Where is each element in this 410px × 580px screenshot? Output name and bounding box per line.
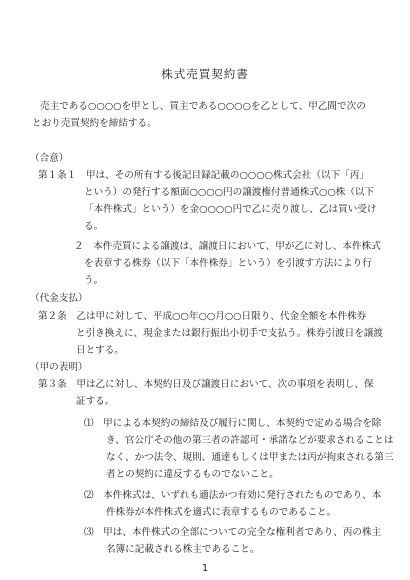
page-number: 1 bbox=[201, 563, 209, 574]
preamble-line: 売主である○○○○を甲とし、買主である○○○○を乙として、甲乙間で次の bbox=[40, 101, 366, 112]
paragraph-line: ２ 本件売買による譲渡は、譲渡日において、甲が乙に対し、本件株式 bbox=[74, 241, 381, 252]
list-item-line: 名簿に記載される株主であること。 bbox=[106, 544, 260, 555]
section-heading: （甲の表明） bbox=[30, 362, 88, 373]
article-line: る。 bbox=[84, 221, 104, 232]
preamble-line: とおり売買契約を締結する。 bbox=[32, 118, 157, 129]
article-line: 日とする。 bbox=[76, 345, 124, 356]
article-line: 「本件株式」という）を金○○○○円で乙に売り渡し、乙は買い受け bbox=[84, 204, 377, 215]
article-line: 証する。 bbox=[76, 396, 115, 407]
article-line: と引き換えに、現金または銀行振出小切手で支払う。株券引渡日を譲渡 bbox=[76, 328, 383, 339]
list-item-line: き、官公庁その他の第三者の許認可・承諾などが要求されることは bbox=[106, 435, 394, 446]
list-item-line: 者との契約に違反するものでないこと。 bbox=[106, 469, 279, 480]
section-heading: （合意） bbox=[30, 153, 69, 164]
article-line: 第３条 甲は乙に対し、本契約日及び譲渡日において、次の事項を表明し、保 bbox=[38, 379, 374, 390]
section-heading: （代金支払） bbox=[30, 293, 88, 304]
list-item-line: ⑴ 甲による本契約の締結及び履行に関し、本契約で定める場合を除 bbox=[84, 418, 382, 429]
article-line: 第１条１ 甲は、その所有する後記目録記載の○○○○株式会社（以下「丙」 bbox=[38, 170, 369, 181]
article-line: という）の発行する額面○○○○円の譲渡権付普通株式○○株（以下 bbox=[84, 187, 375, 198]
paragraph-line: を表章する株券（以下「本件株券」という）を引渡す方法により行 bbox=[84, 258, 372, 269]
article-line: 第２条 乙は甲に対して、平成○○年○○月○○日限り、代金全額を本件株券 bbox=[38, 311, 367, 322]
paragraph-line: う。 bbox=[84, 275, 104, 286]
list-item-line: ⑶ 甲は、本件株式の全部についての完全な権利者であり、丙の株主 bbox=[84, 527, 382, 538]
document-title: 株式売買契約書 bbox=[161, 67, 249, 81]
list-item-line: ⑵ 本件株式は、いずれも適法かつ有効に発行されたものであり、本 bbox=[84, 490, 382, 501]
list-item-line: 件株券が本件株式を適式に表章するものであること。 bbox=[106, 507, 337, 518]
list-item-line: なく、かつ法令、規則、通達もしくは甲または丙が拘束される第三 bbox=[106, 452, 394, 463]
